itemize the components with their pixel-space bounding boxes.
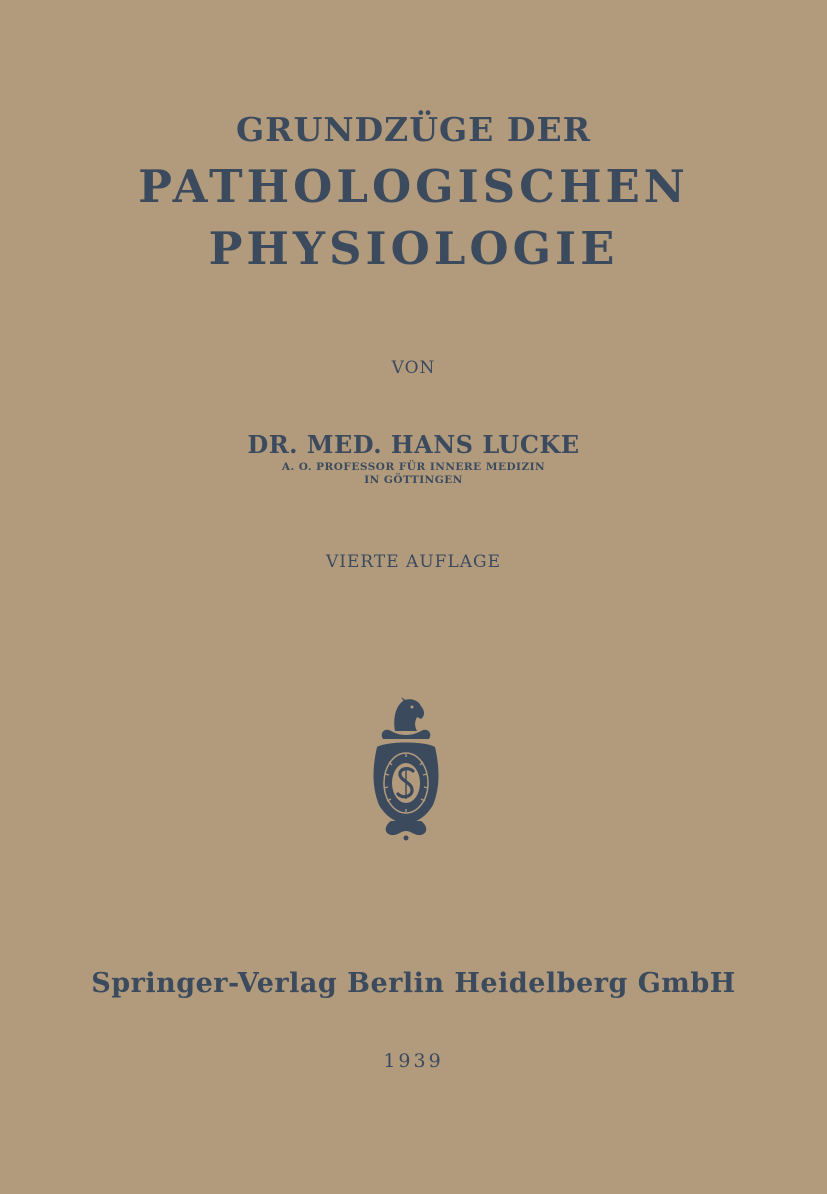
edition-label: VIERTE AUFLAGE: [325, 552, 501, 572]
publication-year: 1939: [383, 1050, 444, 1072]
title-line-1: GRUNDZÜGE DER: [235, 110, 592, 149]
springer-horse-emblem-icon: [365, 695, 447, 841]
by-label: VON: [391, 358, 436, 378]
author-affiliation-2: IN GÖTTINGEN: [364, 474, 463, 486]
author-name: DR. MED. HANS LUCKE: [247, 430, 580, 459]
author-affiliation-1: A. O. PROFESSOR FÜR INNERE MEDIZIN: [281, 461, 546, 473]
publisher-name: Springer-Verlag Berlin Heidelberg GmbH: [91, 968, 736, 999]
title-line-3: PHYSIOLOGIE: [208, 222, 619, 275]
title-line-2: PATHOLOGISCHEN: [138, 160, 689, 213]
